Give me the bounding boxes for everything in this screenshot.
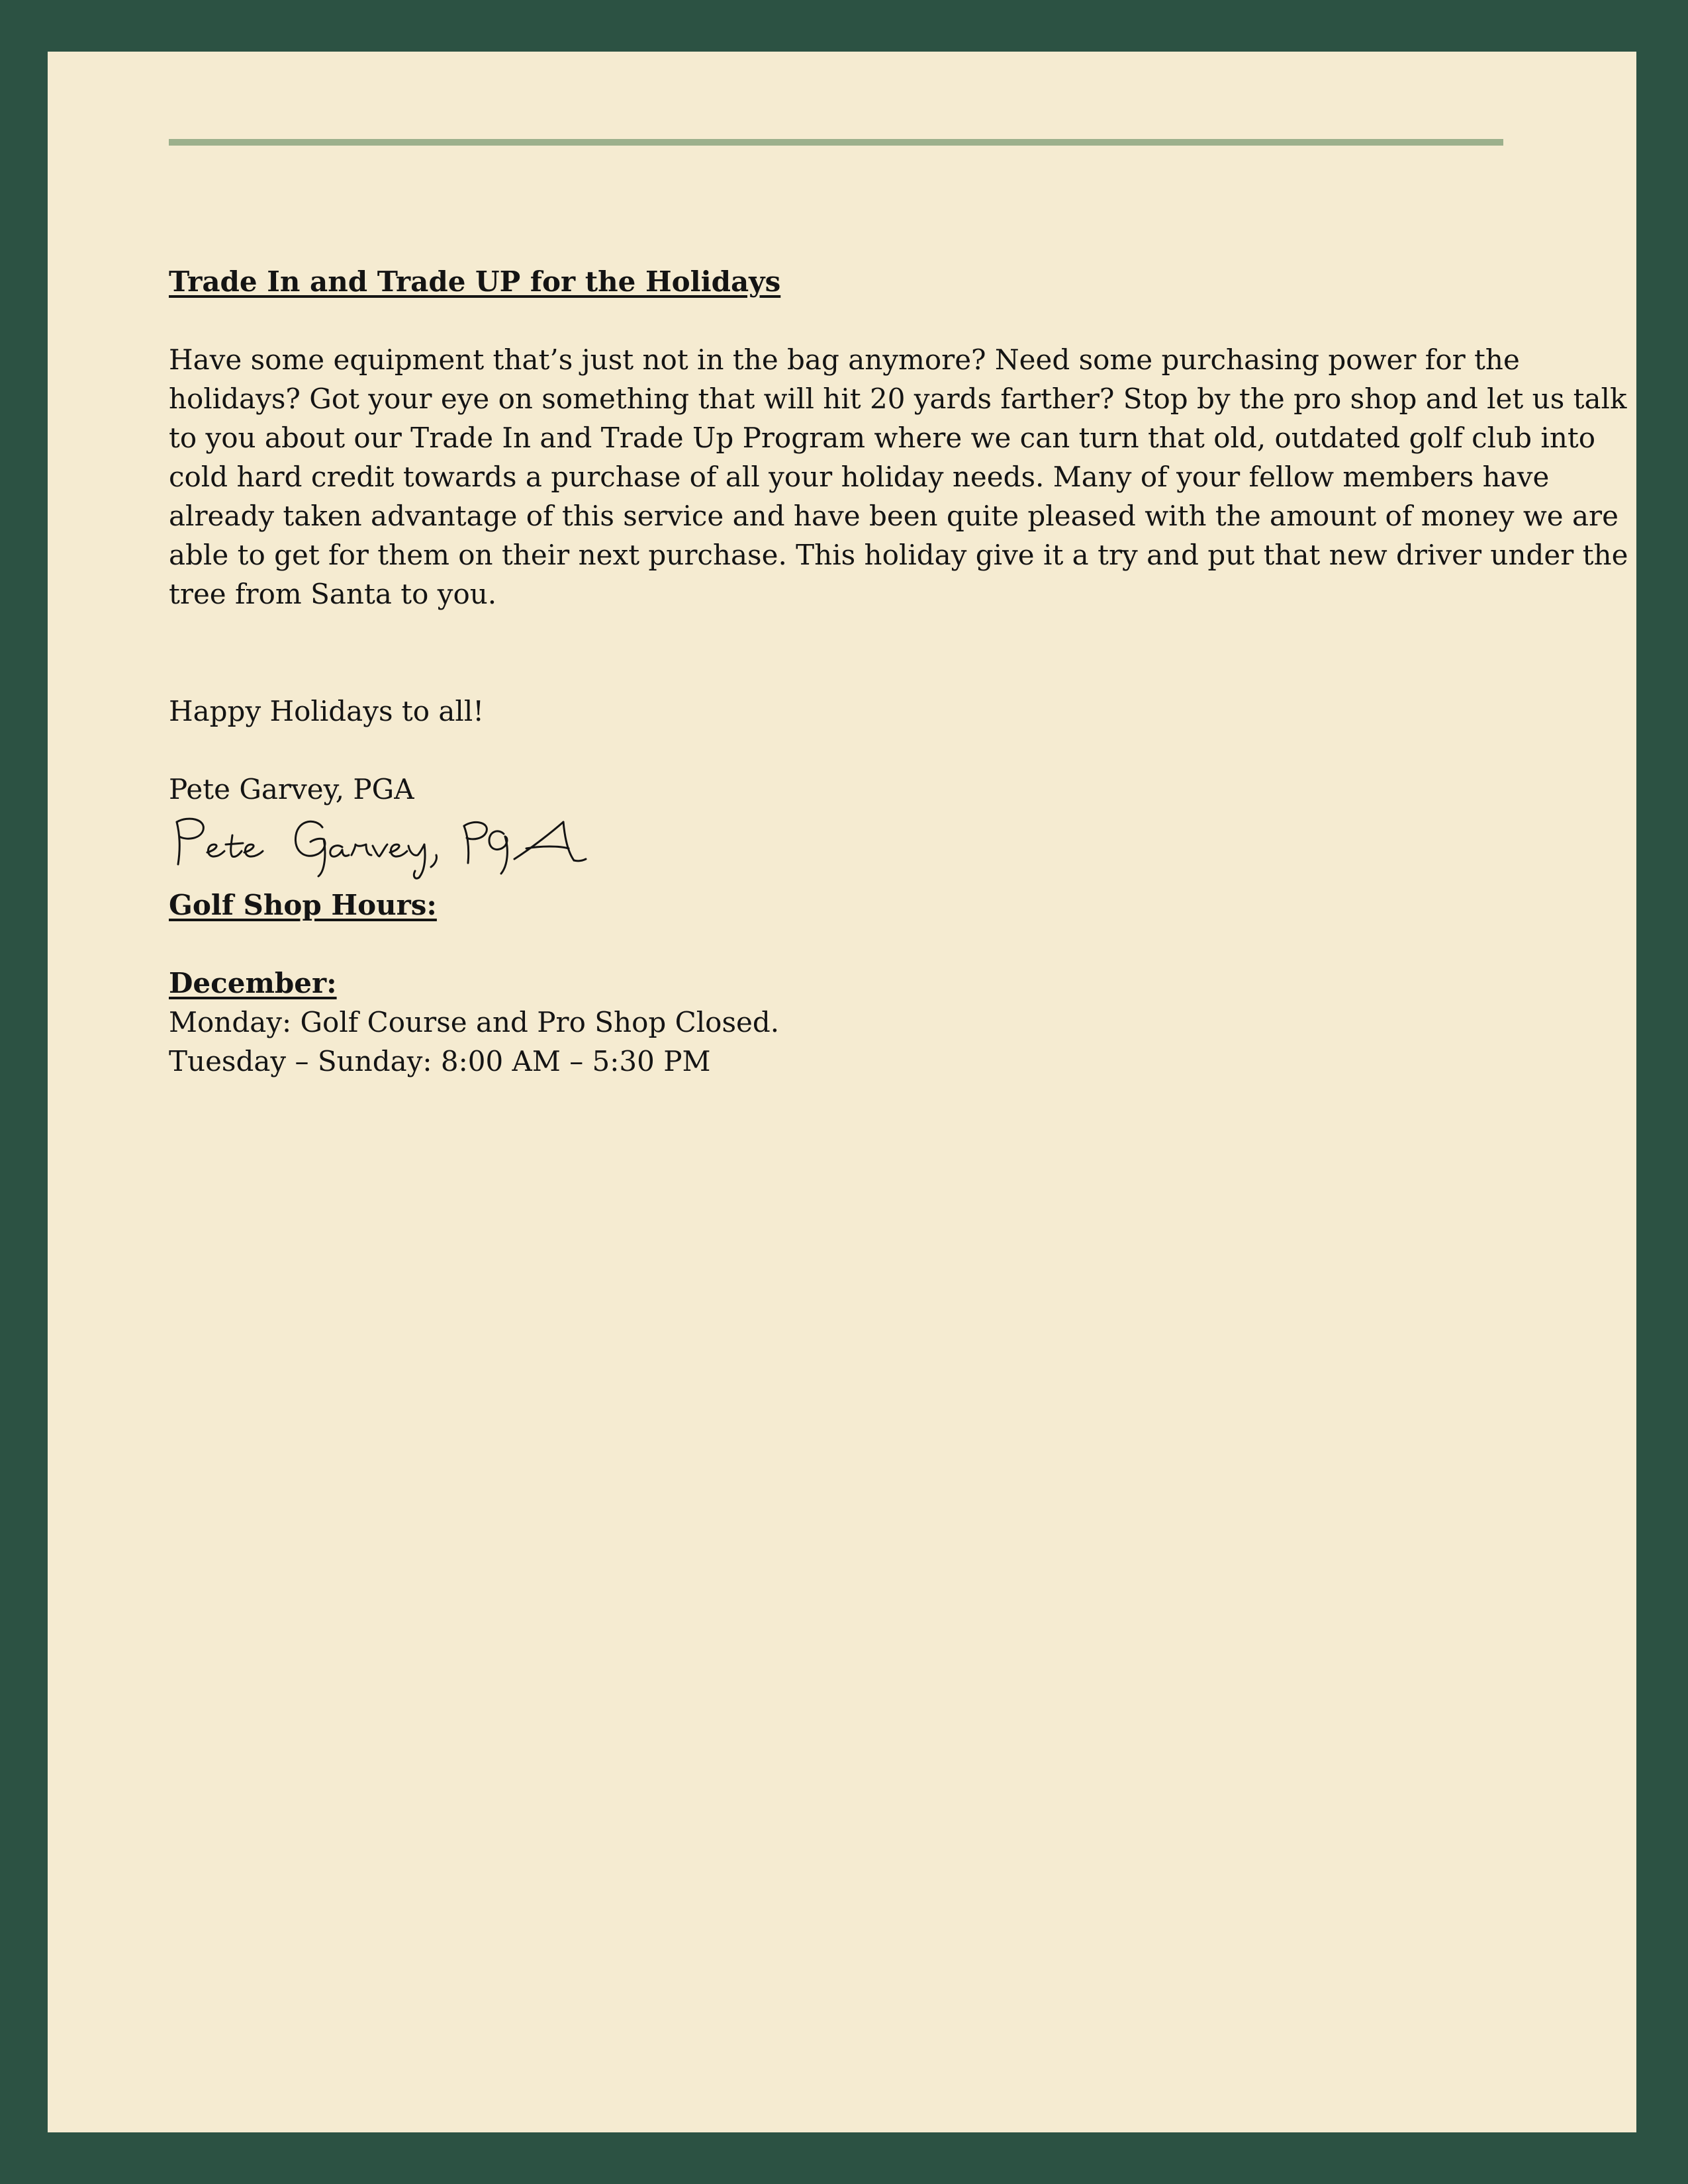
article-body-line: cold hard credit towards a purchase of all your holiday needs. Many of your fellow members have xyxy=(169,461,1550,493)
signer-name: Pete Garvey, PGA xyxy=(169,773,414,805)
hours-line: Monday: Golf Course and Pro Shop Closed. xyxy=(169,1006,780,1038)
newsletter-content xyxy=(169,262,1628,1081)
article-body-line: Have some equipment that’s just not in the bag anymore? Need some purchasing power for the xyxy=(169,343,1520,376)
hours-month: December: xyxy=(169,967,337,999)
spacer xyxy=(169,301,1559,340)
spacer xyxy=(169,731,1559,770)
article-body-line: able to get for them on their next purchase. This holiday give it a try and put that new driver under the xyxy=(169,539,1628,571)
hours-line: Tuesday – Sunday: 8:00 AM – 5:30 PM xyxy=(169,1045,711,1077)
hours-list xyxy=(169,1003,1559,1081)
article-body-line: already taken advantage of this service and have been quite pleased with the amount of money we are xyxy=(169,500,1618,532)
header-rule xyxy=(169,139,1503,146)
closing-greeting: Happy Holidays to all! xyxy=(169,695,485,727)
article-body xyxy=(169,340,1628,614)
article-title: Trade In and Trade UP for the Holidays xyxy=(169,265,781,298)
hours-title: Golf Shop Hours: xyxy=(169,889,437,921)
spacer xyxy=(169,925,1559,964)
article-body-line: tree from Santa to you. xyxy=(169,578,497,610)
handwritten-signature xyxy=(169,807,1559,886)
article-body-line: holidays? Got your eye on something that will hit 20 yards farther? Stop by the pro shop and let us talk xyxy=(169,383,1627,415)
spacer xyxy=(169,614,1559,692)
newsletter-page xyxy=(48,52,1636,2132)
article-body-line: to you about our Trade In and Trade Up Program where we can turn that old, outdated golf club into xyxy=(169,422,1596,454)
